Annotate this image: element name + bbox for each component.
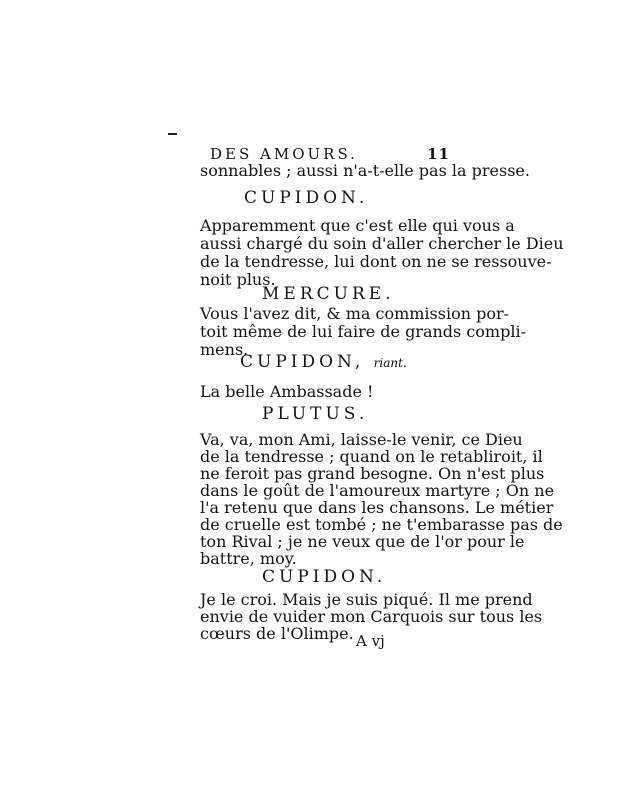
text-line: Je le croi. Mais je suis piqué. Il me prend — [200, 590, 533, 609]
text-line: envie de vuider mon Carquois sur tous les — [200, 607, 543, 626]
text-line: de cruelle est tombé ; ne t'embarasse pas de — [200, 515, 563, 534]
text-line: aussi chargé du soin d'aller chercher le Dieu — [200, 234, 564, 253]
speaker-heading: PLUTUS. — [262, 404, 369, 424]
text-line: La belle Ambassade ! — [200, 382, 374, 401]
text-line: de la tendresse, lui dont on ne se ressouve- — [200, 252, 552, 271]
page-number: 11 — [427, 145, 450, 163]
speaker-heading: CUPIDON. — [244, 188, 369, 208]
text-line: l'a retenu que dans les chansons. Le métier — [200, 498, 554, 517]
speaker-heading — [240, 352, 407, 372]
text-line: sonnables ; aussi n'a-t-elle pas la presse. — [200, 161, 530, 180]
catchword: A vj — [356, 632, 385, 650]
text-line: toit même de lui faire de grands compli- — [200, 322, 526, 341]
text-line: cœurs de l'Olimpe. — [200, 624, 354, 643]
text-line: ton Rival ; je ne veux que de l'or pour le — [200, 532, 525, 551]
speaker-name: CUPIDON, — [240, 352, 365, 372]
margin-mark — [168, 133, 177, 135]
text-line: noit plus. — [200, 270, 276, 289]
text-line: ne feroit pas grand besogne. On n'est plus — [200, 464, 545, 483]
speaker-heading: CUPIDON. — [262, 567, 387, 587]
text-line: Apparemment que c'est elle qui vous a — [200, 216, 515, 235]
text-line: de la tendresse ; quand on le retabliroit, il — [200, 447, 543, 466]
running-head: DES AMOURS. — [210, 145, 358, 163]
text-line: dans le goût de l'amoureux martyre ; On ne — [200, 481, 555, 500]
stage-direction: riant. — [373, 356, 407, 370]
text-line: battre, moy. — [200, 549, 297, 568]
text-line: Vous l'avez dit, & ma commission por- — [200, 304, 510, 323]
text-line: Va, va, mon Ami, laisse-le venir, ce Dieu — [200, 430, 523, 449]
text-line: mens. — [200, 340, 249, 359]
speaker-heading: MERCURE. — [262, 284, 395, 304]
